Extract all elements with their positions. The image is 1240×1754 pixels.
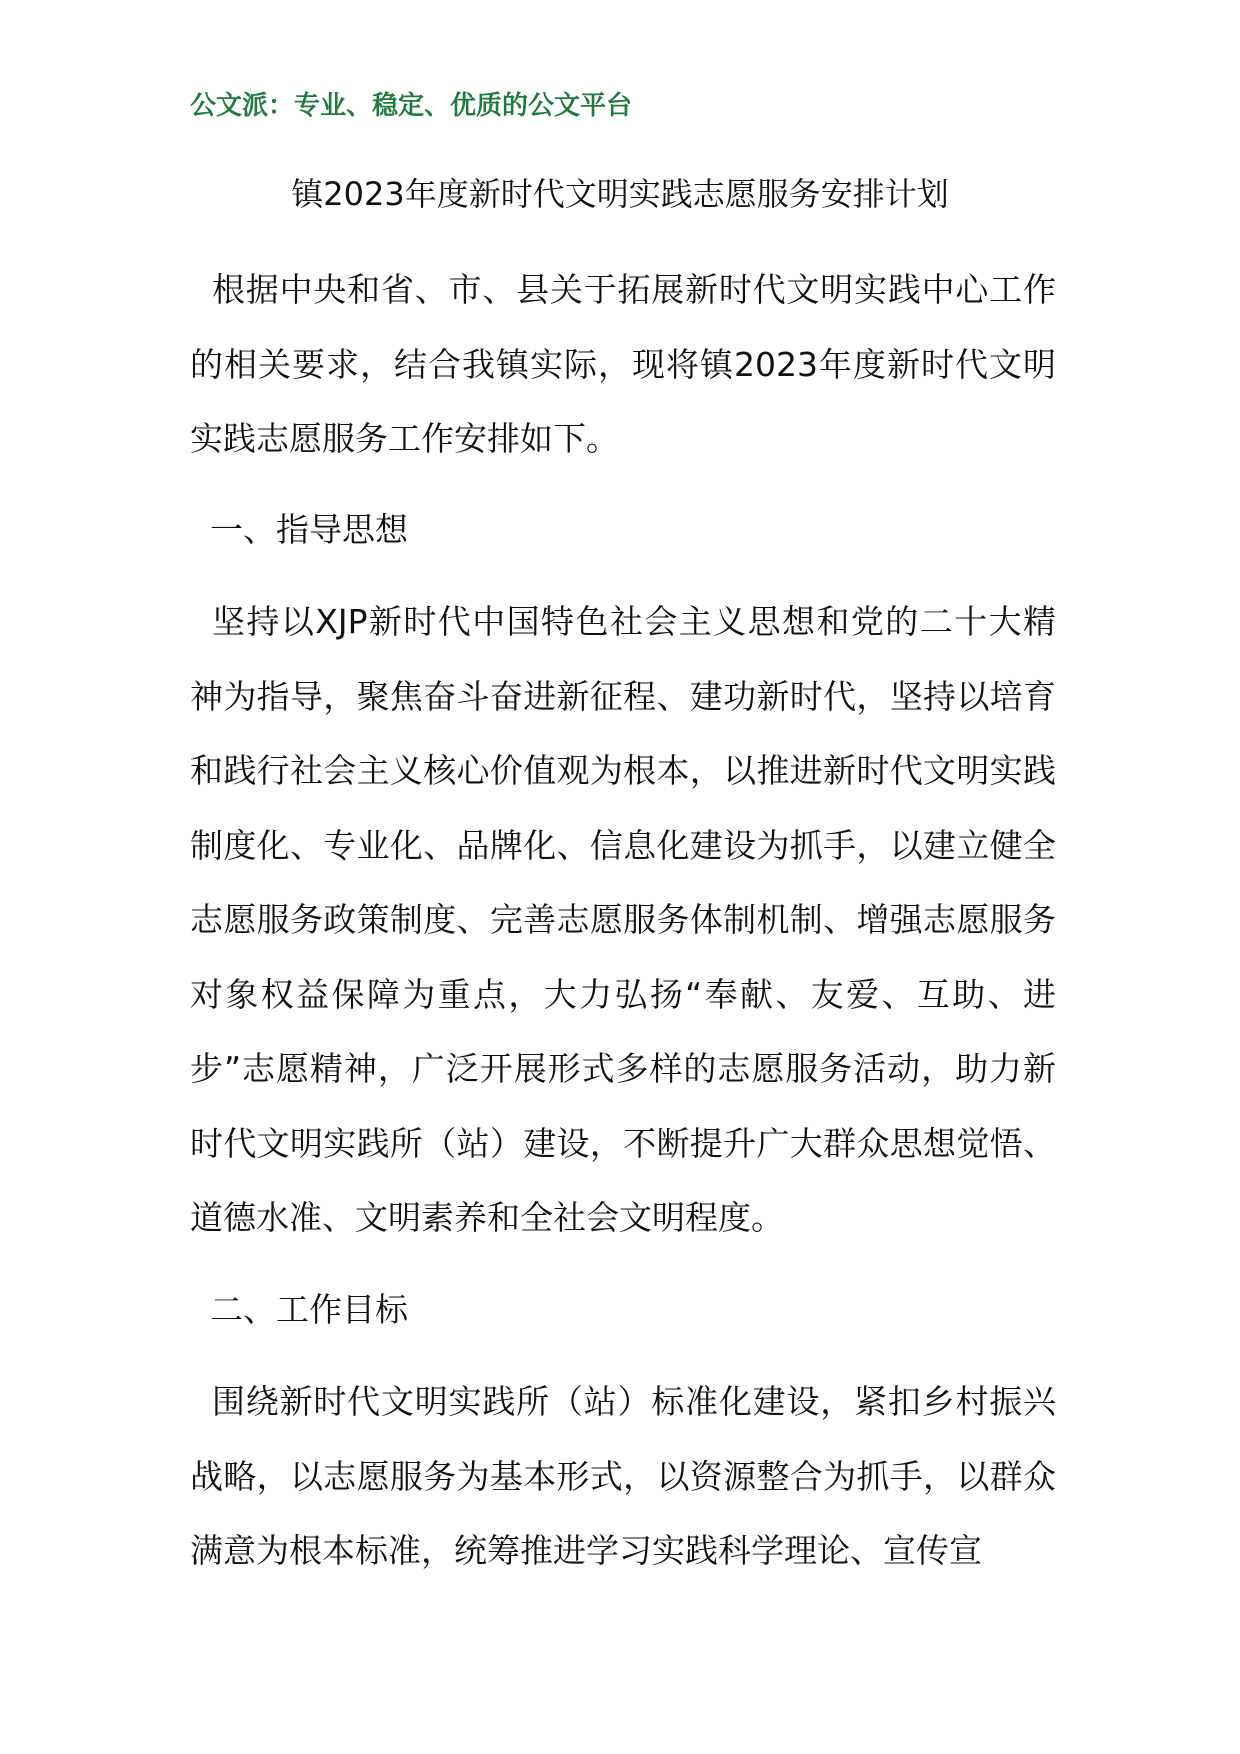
intro-paragraph: 根据中央和省、市、县关于拓展新时代文明实践中心工作的相关要求，结合我镇实际，现将镇2023年度新时代文明实践志愿服务工作安排如下。 (190, 270, 1056, 458)
section-heading-work-goals: 二、工作目标 (210, 1290, 408, 1329)
document-title: 镇2023年度新时代文明实践志愿服务安排计划 (291, 175, 949, 213)
section-paragraph-guiding-ideology: 坚持以XJP新时代中国特色社会主义思想和党的二十大精神为指导，聚焦奋斗奋进新征程、建功新时代，坚持以培育和践行社会主义核心价值观为根本，以推进新时代文明实践制度化、专业化、品牌化、信息化建设为抓手，以建立健全志愿服务政策制度、完善志愿服务体制机制、增强志愿服务对象权益保障为重点，大力弘扬“奉献、友爱、互助、进步”志愿精神，广泛开展形式多样的志愿服务活动，助力新时代文明实践所（站）建设，不断提升广大群众思想觉悟、道德水准、文明素养和全社会文明程度。 (190, 602, 1056, 1237)
section-heading-guiding-ideology: 一、指导思想 (210, 510, 408, 549)
section-paragraph-work-goals: 围绕新时代文明实践所（站）标准化建设，紧扣乡村振兴战略，以志愿服务为基本形式，以资源整合为抓手，以群众满意为根本标准，统筹推进学习实践科学理论、宣传宣 (190, 1382, 1056, 1570)
platform-tagline: 公文派：专业、稳定、优质的公文平台 (190, 91, 633, 121)
